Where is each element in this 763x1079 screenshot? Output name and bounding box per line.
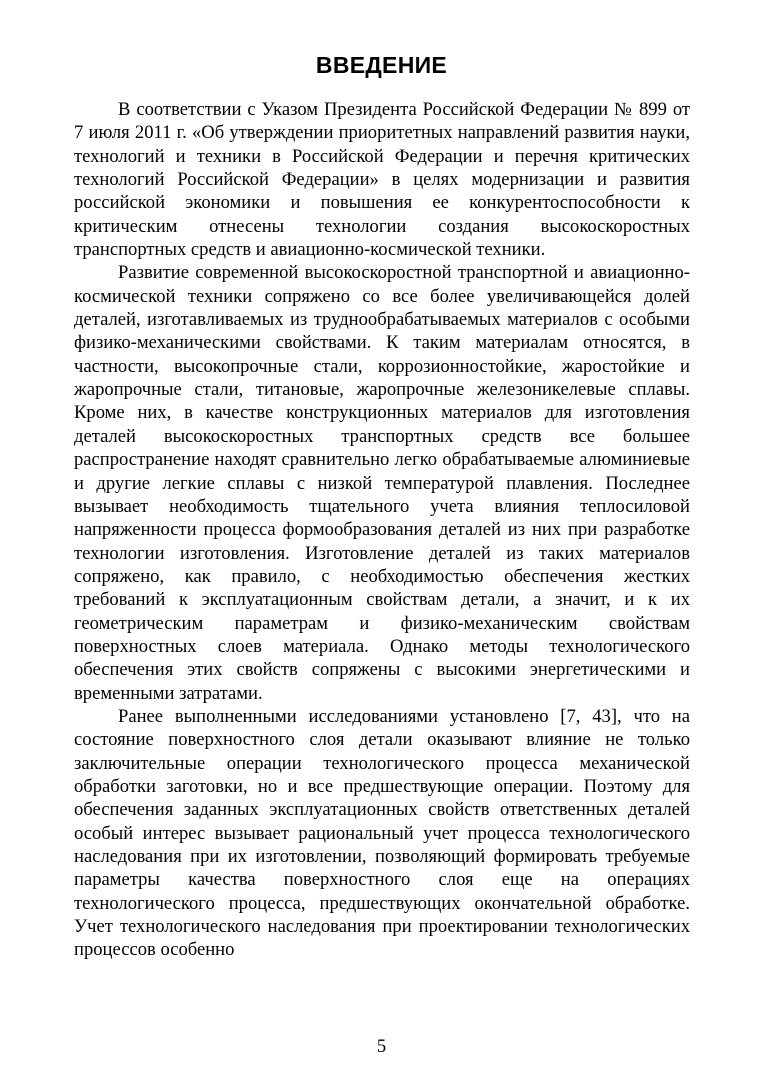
paragraph-1: В соответствии с Указом Президента Российской Федерации № 899 от 7 июля 2011 г. «Об утверждении приоритетных направлений развития науки, технологий и техники в Российской Федерации и перечня критических технологий Российской Федерации» в целях модернизации и развития российской экономики и повышения ее конкурентоспособности к критическим отнесены технологии создания высокоскоростных транспортных средств и авиационно-космической техники. xyxy=(74,99,690,261)
paragraph-2: Развитие современной высокоскоростной транспортной и авиационно-космической техники сопряжено со все более увеличивающейся долей деталей, изготавливаемых из труднообрабатываемых материалов с особыми физико-механическими свойствами. К таким материалам относятся, в частности, высокопрочные стали, коррозионностойкие, жаростойкие и жаропрочные стали, титановые, жаропрочные железоникелевые сплавы. Кроме них, в качестве конструкционных материалов для изготовления деталей высокоскоростных транспортных средств все большее распространение находят сравнительно легко обрабатываемые алюминиевые и другие легкие сплавы с низкой температурой плавления. Последнее вызывает необходимость тщательного учета влияния теплосиловой напряженности процесса формообразования деталей из них при разработке технологии изготовления. Изготовление деталей из таких материалов сопряжено, как правило, с необходимостью обеспечения жестких требований к эксплуатационным свойствам детали, а значит, и к их геометрическим параметрам и физико-механическим свойствам поверхностных слоев материала. Однако методы технологического обеспечения этих свойств сопряжены с высокими энергетическими и временными затратами. xyxy=(74,262,690,704)
section-title: ВВЕДЕНИЕ xyxy=(315,52,448,78)
body-text xyxy=(74,98,690,962)
paragraph-3: Ранее выполненными исследованиями установлено [7, 43], что на состояние поверхностного слоя детали оказывают влияние не только заключительные операции технологического процесса механической обработки заготовки, но и все предшествующие операции. Поэтому для обеспечения заданных эксплуатационных свойств ответственных деталей особый интерес вызывает рациональный учет процесса технологического наследования при их изготовлении, позволяющий формировать требуемые параметры качества поверхностного слоя еще на операциях технологического процесса, предшествующих окончательной обработке. Учет технологического наследования при проектировании технологических процессов особенно xyxy=(74,705,690,961)
page-number: 5 xyxy=(376,1036,387,1057)
